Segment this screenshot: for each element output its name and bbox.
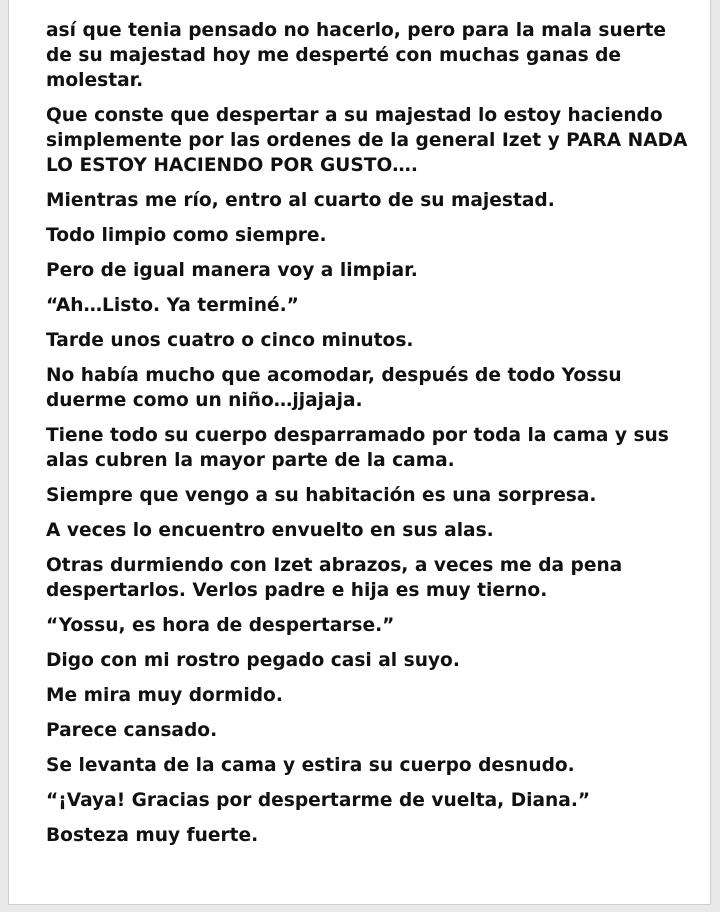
paragraph-17: Se levanta de la cama y estira su cuerpo desnudo.: [46, 755, 575, 776]
paragraph-11: A veces lo encuentro envuelto en sus alas.: [46, 520, 494, 541]
paragraph-2: Que conste que despertar a su majestad lo estoy haciendo simplemente por las ordenes de la general Izet y PARA NADA LO ESTOY HACIENDO POR GUSTO….: [46, 105, 688, 176]
document-body: [46, 18, 696, 858]
paragraph-9: Tiene todo su cuerpo desparramado por toda la cama y sus alas cubren la mayor parte de la cama.: [46, 425, 669, 471]
paragraph-13: “Yossu, es hora de despertarse.”: [46, 615, 395, 636]
document-page: [8, 0, 711, 905]
paragraph-3: Mientras me río, entro al cuarto de su majestad.: [46, 190, 555, 211]
paragraph-4: Todo limpio como siempre.: [46, 225, 327, 246]
paragraph-14: Digo con mi rostro pegado casi al suyo.: [46, 650, 460, 671]
paragraph-5: Pero de igual manera voy a limpiar.: [46, 260, 418, 281]
paragraph-12: Otras durmiendo con Izet abrazos, a veces me da pena despertarlos. Verlos padre e hija es muy tierno.: [46, 555, 623, 601]
paragraph-19: Bosteza muy fuerte.: [46, 825, 259, 846]
paragraph-18: “¡Vaya! Gracias por despertarme de vuelta, Diana.”: [46, 790, 591, 811]
paragraph-10: Siempre que vengo a su habitación es una sorpresa.: [46, 485, 597, 506]
paragraph-8: No había mucho que acomodar, después de todo Yossu duerme como un niño…jjajaja.: [46, 365, 622, 411]
paragraph-7: Tarde unos cuatro o cinco minutos.: [46, 330, 414, 351]
paragraph-1: así que tenia pensado no hacerlo, pero para la mala suerte de su majestad hoy me desperté con muchas ganas de molestar.: [46, 20, 666, 91]
paragraph-15: Me mira muy dormido.: [46, 685, 283, 706]
paragraph-6: “Ah…Listo. Ya terminé.”: [46, 295, 299, 316]
paragraph-16: Parece cansado.: [46, 720, 218, 741]
